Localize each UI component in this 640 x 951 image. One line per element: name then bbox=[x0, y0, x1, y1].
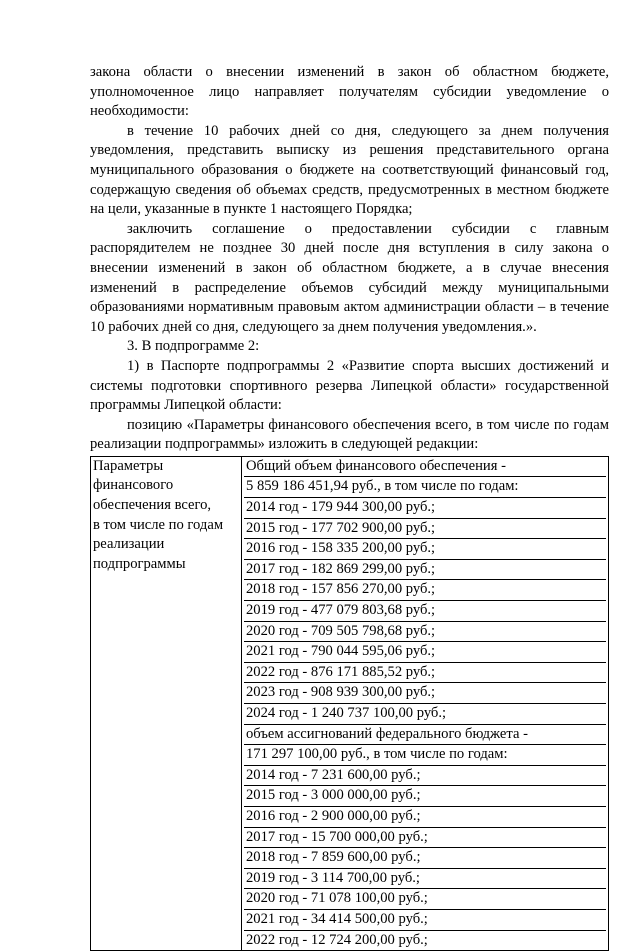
value-line: 2015 год - 177 702 900,00 руб.; bbox=[244, 519, 606, 540]
value-line: 2016 год - 158 335 200,00 руб.; bbox=[244, 539, 606, 560]
document-page bbox=[90, 63, 609, 951]
value-line: 2014 год - 179 944 300,00 руб.; bbox=[244, 498, 606, 519]
value-line: 2017 год - 182 869 299,00 руб.; bbox=[244, 560, 606, 581]
value-line: 2020 год - 71 078 100,00 руб.; bbox=[244, 889, 606, 910]
value-line: 2018 год - 157 856 270,00 руб.; bbox=[244, 580, 606, 601]
value-line: 2020 год - 709 505 798,68 руб.; bbox=[244, 622, 606, 643]
paragraph: 3. В подпрограмме 2: bbox=[127, 338, 260, 355]
value-line: Общий объем финансового обеспечения - bbox=[244, 457, 606, 478]
parameter-value-cell bbox=[242, 456, 609, 950]
paragraph: в течение 10 рабочих дней со дня, следующего за днем получения уведомления, представить выписку из решения представительного органа муниципального образования о бюджете на соответствующий финансовый год, содержащую сведения об объемах средств, предусмотренных в местном бюджете на цели, указанные в пункте 1 настоящего Порядка; bbox=[90, 122, 609, 218]
paragraph: 1) в Паспорте подпрограммы 2 «Развитие спорта высших достижений и системы подготовки спортивного резерва Липецкой области» государственной программы Липецкой области: bbox=[90, 357, 609, 414]
value-line: 2023 год - 908 939 300,00 руб.; bbox=[244, 683, 606, 704]
table-row bbox=[91, 456, 609, 950]
value-line: 2024 год - 1 240 737 100,00 руб.; bbox=[244, 704, 606, 725]
document-body bbox=[90, 63, 609, 455]
value-line: 171 297 100,00 руб., в том числе по годам: bbox=[244, 745, 606, 766]
value-line: объем ассигнований федерального бюджета - bbox=[244, 725, 606, 746]
paragraph: заключить соглашение о предоставлении субсидии с главным распорядителем не позднее 30 дней после дня вступления в силу закона о внесении изменений в закон об областном бюджете, а в случае внесения изменений в распределение объемов субсидий между муниципальными образованиями нормативным правовым актом администрации области – в течение 10 рабочих дней со дня, следующего за днем получения уведомления.». bbox=[90, 220, 609, 335]
label-line: подпрограммы bbox=[93, 555, 186, 572]
value-line: 2021 год - 34 414 500,00 руб.; bbox=[244, 910, 606, 931]
value-line: 2014 год - 7 231 600,00 руб.; bbox=[244, 766, 606, 787]
parameter-label-cell bbox=[91, 456, 242, 950]
label-line: обеспечения всего, bbox=[93, 497, 212, 514]
value-line: 2016 год - 2 900 000,00 руб.; bbox=[244, 807, 606, 828]
value-line: 2022 год - 876 171 885,52 руб.; bbox=[244, 663, 606, 684]
value-line: 2015 год - 3 000 000,00 руб.; bbox=[244, 786, 606, 807]
value-line: 5 859 186 451,94 руб., в том числе по годам: bbox=[244, 477, 606, 498]
label-line: финансового bbox=[93, 477, 174, 494]
label-line: Параметры bbox=[93, 457, 164, 474]
value-line: 2019 год - 3 114 700,00 руб.; bbox=[244, 869, 606, 890]
label-line: в том числе по годам bbox=[93, 516, 224, 533]
value-line: 2018 год - 7 859 600,00 руб.; bbox=[244, 848, 606, 869]
paragraph: закона области о внесении изменений в закон об областном бюджете, уполномоченное лицо направляет получателям субсидии уведомление о необходимости: bbox=[90, 64, 609, 120]
paragraph: позицию «Параметры финансового обеспечения всего, в том числе по годам реализации подпрограммы» изложить в следующей редакции: bbox=[90, 416, 609, 453]
value-line: 2017 год - 15 700 000,00 руб.; bbox=[244, 828, 606, 849]
value-line: 2019 год - 477 079 803,68 руб.; bbox=[244, 601, 606, 622]
label-line: реализации bbox=[93, 536, 165, 553]
value-line: 2021 год - 790 044 595,06 руб.; bbox=[244, 642, 606, 663]
financing-parameters-table bbox=[90, 456, 609, 951]
value-line: 2022 год - 12 724 200,00 руб.; bbox=[246, 931, 428, 948]
